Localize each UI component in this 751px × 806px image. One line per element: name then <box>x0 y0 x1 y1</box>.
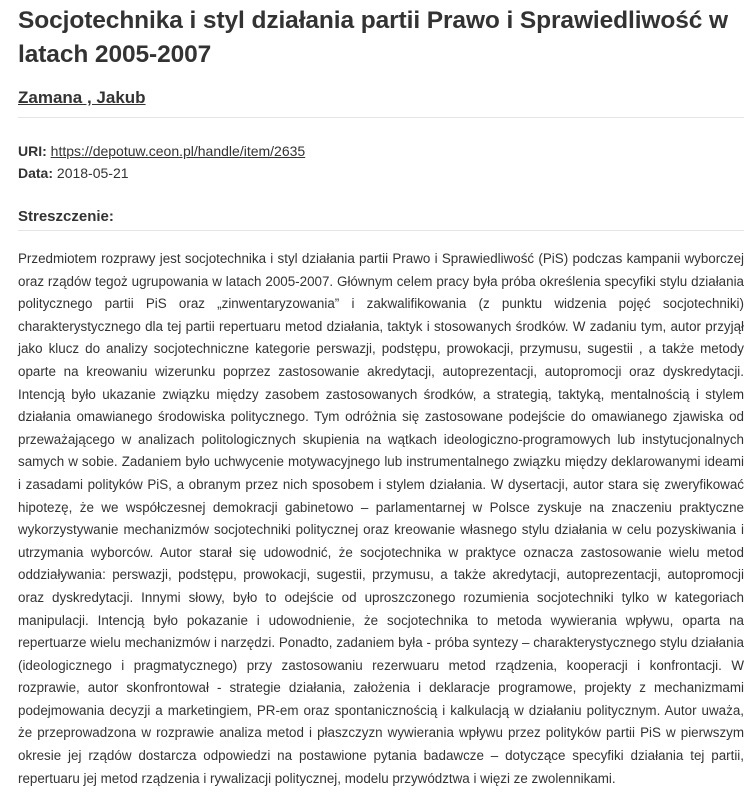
abstract-text: Przedmiotem rozprawy jest socjotechnika i styl działania partii Prawo i Sprawiedliwość (PiS) podczas kampanii wyborczej oraz rządów tegoż ugrupowania w latach 2005-2007. Głównym celem pracy była próba określenia specyfiki stylu działania politycznego partii PiS oraz „zinwentaryzowania” i zakwalifikowania (z punktu widzenia pojęć socjotechniki) charakterystycznego dla tej partii repertuaru metod działania, taktyk i stosowanych środków. W zadaniu tym, autor przyjął jako klucz do analizy socjotechniczne kategorie perswazji, podstępu, prowokacji, przymusu, sugestii , a także metody oparte na kreowaniu wizerunku poprzez zastosowanie akredytacji, autoprezentacji, autopromocji oraz dyskredytacji. Intencją było ukazanie związku między zasobem zastosowanych środków, a strategią, taktyką, mentalnością i stylem działania omawianego środowiska politycznego. Tym odróżnia się zastosowane podejście do omawianego zjawiska od przeważającego w analizach politologicznych skupienia na wątkach ideologiczno-programowych lub instytucjonalnych samych w sobie. Zadaniem było uchwycenie motywacyjnego lub instrumentalnego związku między deklarowanymi ideami i zasadami polityków PiS, a obranym przez nich sposobem i stylem działania. W dysertacji, autor stara się zweryfikować hipotezę, że we współczesnej demokracji gabinetowo – parlamentarnej w Polsce zyskuje na znaczeniu praktyczne wykorzystywanie mechanizmów socjotechniki politycznej oraz kreowanie własnego stylu działania w celu pozyskiwania i utrzymania wyborców. Autor starał się udowodnić, że socjotechnika w praktyce oznacza zastosowanie wielu metod oddziaływania: perswazji, podstępu, prowokacji, sugestii, przymusu, a także akredytacji, autoprezentacji, autopromocji oraz dyskredytacji. Innymi słowy, było to odejście od uproszczonego rozumienia socjotechniki tylko w kategoriach manipulacji. Intencją było pokazanie i udowodnienie, że socjotechnika to metoda wywierania wpływu, oparta na repertuarze wielu mechanizmów i narzędzi. Ponadto, zadaniem była - próba syntezy – charakterystycznego stylu działania (ideologicznego i pragmatycznego) przy zastosowaniu rezerwuaru metod rządzenia, kooperacji i konfrontacji. W rozprawie, autor skonfrontował - strategie działania, założenia i deklaracje programowe, projekty z mechanizmami podejmowania decyzji a marketingiem, PR-em oraz spontanicznością i kalkulacją w działaniu politycznym. Autor uważa, że przeprowadzona w rozprawie analiza metod i płaszczyzn wywierania wpływu przez polityków partii PiS w pierwszym okresie jej rządów dostarcza odpowiedzi na postawione pytania badawcze – dotyczące specyfiki działania tej partii, repertuaru jej metod rządzenia i rywalizacji politycznej, modelu przywództwa i więzi ze zwolennikami. <box>18 251 744 786</box>
uri-link[interactable]: https://depotuw.ceon.pl/handle/item/2635 <box>50 143 306 159</box>
uri-row <box>18 140 744 162</box>
author-block <box>18 87 744 118</box>
date-row <box>18 162 744 184</box>
item-record <box>18 0 744 790</box>
date-value: 2018-05-21 <box>56 165 129 181</box>
page-title: Socjotechnika i styl działania partii Prawo i Sprawiedliwość w latach 2005-2007 <box>18 7 728 68</box>
uri-label: URI: <box>18 143 47 159</box>
date-label: Data: <box>18 165 54 181</box>
metadata-block <box>18 140 744 184</box>
author-link[interactable]: Zamana , Jakub <box>18 88 146 107</box>
abstract-heading: Streszczenie: <box>18 207 744 231</box>
